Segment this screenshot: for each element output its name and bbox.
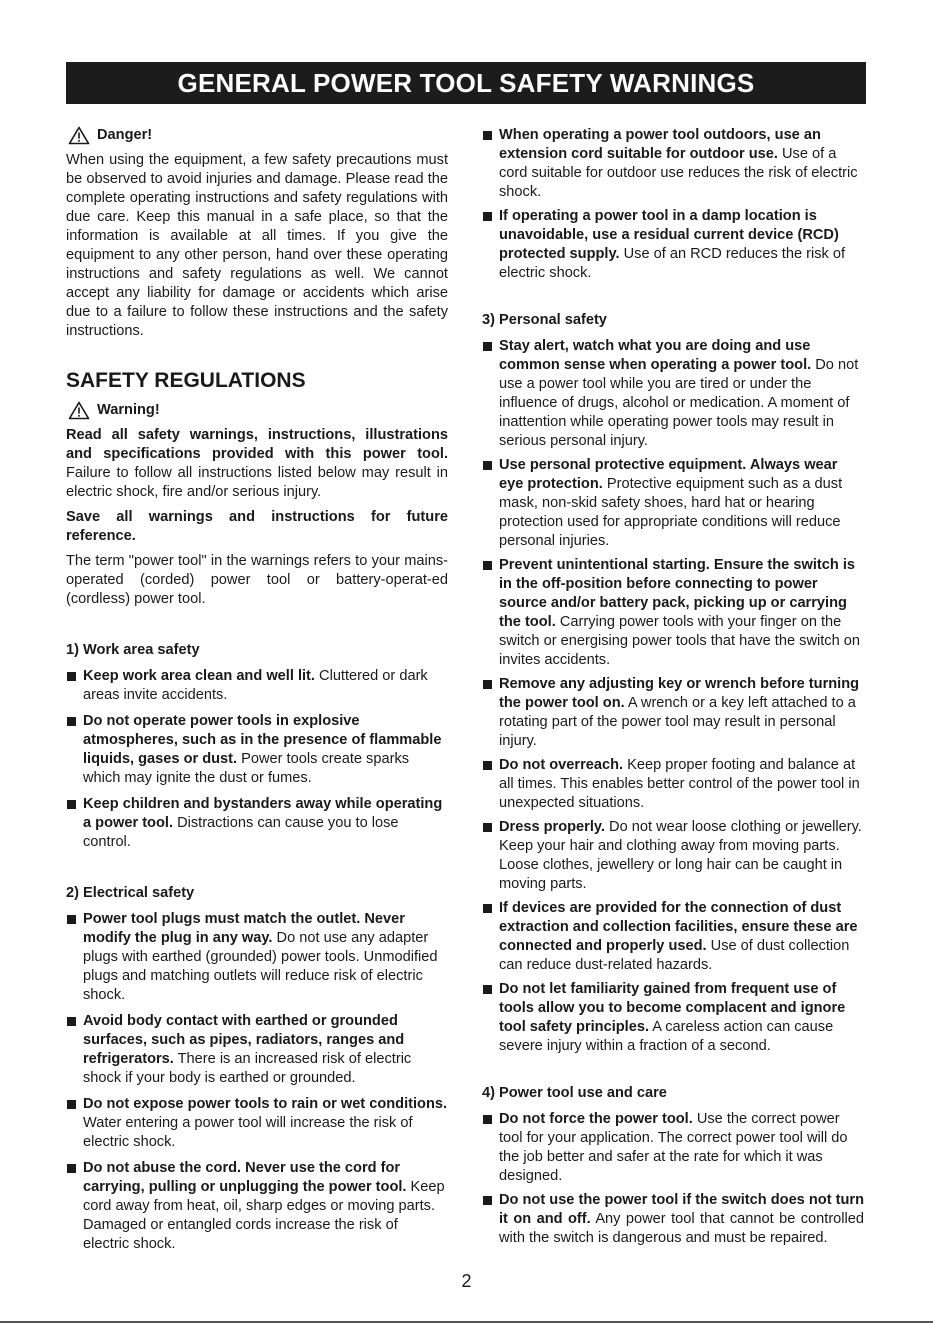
warning-heading bbox=[68, 401, 448, 420]
item-text: Power tools create sparks which may ignite the dust or fumes. bbox=[83, 751, 410, 786]
list-item bbox=[482, 1110, 864, 1186]
bullet-square-icon bbox=[483, 212, 492, 221]
save-warnings-bold: Save all warnings and instructions for future reference. bbox=[66, 509, 448, 544]
bullet-square-icon bbox=[483, 680, 492, 689]
bullet-square-icon bbox=[67, 672, 76, 681]
warning-triangle-icon bbox=[68, 401, 90, 420]
list-item bbox=[482, 337, 864, 451]
item-text: Any power tool that cannot be controlled with the switch is dangerous and must be repaired. bbox=[499, 1211, 865, 1246]
read-instructions-bold: Read all safety warnings, instructions, illustrations and specifications provided with this power tool. bbox=[66, 427, 448, 462]
item-text: Water entering a power tool will increase the risk of electric shock. bbox=[83, 1115, 413, 1150]
item-text: Protective equipment such as a dust mask, non-skid safety shoes, hard hat or hearing protection used for appropriate conditions will reduce personal injuries. bbox=[499, 476, 843, 549]
item-text: Distractions can cause you to lose control. bbox=[83, 815, 399, 850]
item-text: Use of a cord suitable for outdoor use reduces the risk of electric shock. bbox=[499, 146, 858, 200]
item-text: Do not wear loose clothing or jewellery. Keep your hair and clothing away from moving parts. Loose clothes, jewellery or long hair can be caught in moving parts. bbox=[499, 819, 862, 892]
item-bold: Keep children and bystanders away while operating a power tool. bbox=[83, 796, 443, 831]
page-number: 2 bbox=[461, 1271, 472, 1291]
bullet-square-icon bbox=[67, 1017, 76, 1026]
item-bold: Power tool plugs must match the outlet. Never modify the plug in any way. bbox=[83, 911, 405, 946]
bullet-square-icon bbox=[483, 985, 492, 994]
item-text: Do not use any adapter plugs with earthed (grounded) power tools. Unmodified plugs and matching outlets will reduce risk of electric shock. bbox=[83, 930, 438, 1003]
bullet-square-icon bbox=[67, 717, 76, 726]
bullet-square-icon bbox=[67, 915, 76, 924]
read-instructions-paragraph bbox=[66, 426, 448, 502]
read-instructions-text: Failure to follow all instructions listed below may result in electric shock, fire and/or serious injury. bbox=[66, 465, 448, 500]
item-bold: Use personal protective equipment. Always wear eye protection. bbox=[499, 457, 838, 492]
title-banner bbox=[66, 62, 866, 104]
right-column bbox=[482, 126, 864, 1248]
list-item bbox=[482, 207, 864, 283]
bullet-square-icon bbox=[67, 1100, 76, 1109]
item-text: Use the correct power tool for your application. The correct power tool will do the job better and safer at the rate for which it was designed. bbox=[499, 1111, 848, 1184]
item-text: Do not use a power tool while you are tired or under the influence of drugs, alcohol or medication. A moment of inattention while operating power tools may result in serious personal injury. bbox=[499, 357, 859, 449]
bullet-square-icon bbox=[483, 131, 492, 140]
section-heading-personal: 3) Personal safety bbox=[482, 312, 607, 328]
list-item bbox=[66, 795, 448, 852]
warning-triangle-icon bbox=[68, 126, 90, 145]
list-item bbox=[482, 756, 864, 813]
list-item bbox=[482, 899, 864, 975]
item-bold: Avoid body contact with earthed or grounded surfaces, such as pipes, radiators, ranges and refrigerators. bbox=[83, 1013, 405, 1067]
item-text: Cluttered or dark areas invite accidents. bbox=[83, 668, 428, 703]
save-warnings-paragraph bbox=[66, 508, 448, 546]
item-bold: Dress properly. bbox=[499, 819, 605, 835]
list-item bbox=[482, 556, 864, 670]
item-bold: If operating a power tool in a damp location is unavoidable, use a residual current device (RCD) protected supply. bbox=[499, 208, 839, 262]
item-bold: Do not operate power tools in explosive atmospheres, such as in the presence of flammable liquids, gases or dust. bbox=[83, 713, 442, 767]
danger-paragraph: When using the equipment, a few safety precautions must be observed to avoid injuries and damage. Please read the complete operating instructions and safety regulations with due care. Keep this manual in a safe place, so that the information is available at all times. If you give the equipment to any other person, hand over these operating instructions and safety regulations as well. We cannot accept any liability for damage or accidents which arise due to a failure to follow these instructions and the safety instructions. bbox=[66, 152, 448, 339]
left-column bbox=[66, 126, 448, 1254]
safety-regulations-heading: SAFETY REGULATIONS bbox=[66, 369, 306, 392]
item-bold: Stay alert, watch what you are doing and use common sense when operating a power tool. bbox=[499, 338, 812, 373]
item-text: A wrench or a key left attached to a rotating part of the power tool may result in personal injury. bbox=[499, 695, 856, 749]
bullet-square-icon bbox=[483, 904, 492, 913]
page-title: GENERAL POWER TOOL SAFETY WARNINGS bbox=[177, 67, 755, 98]
bullet-square-icon bbox=[483, 1115, 492, 1124]
bullet-square-icon bbox=[483, 561, 492, 570]
list-item bbox=[482, 675, 864, 751]
item-bold: Remove any adjusting key or wrench before turning the power tool on. bbox=[499, 676, 860, 711]
item-bold: Do not force the power tool. bbox=[499, 1111, 693, 1127]
list-item bbox=[66, 667, 448, 705]
bullet-square-icon bbox=[483, 823, 492, 832]
bullet-square-icon bbox=[483, 461, 492, 470]
list-item bbox=[482, 1191, 864, 1248]
bullet-square-icon bbox=[67, 1164, 76, 1173]
item-text: Use of dust collection can reduce dust-related hazards. bbox=[499, 938, 850, 973]
warning-label: Warning! bbox=[97, 402, 160, 418]
item-bold: Do not use the power tool if the switch does not turn it on and off. bbox=[499, 1192, 864, 1227]
bullet-square-icon bbox=[483, 1196, 492, 1205]
list-item bbox=[482, 818, 864, 894]
section-heading-tool-use: 4) Power tool use and care bbox=[482, 1085, 667, 1101]
item-bold: Do not let familiarity gained from frequent use of tools allow you to become complacent and ignore tool safety principles. bbox=[499, 981, 846, 1035]
list-item bbox=[482, 456, 864, 551]
list-item bbox=[66, 1095, 448, 1152]
bottom-rule bbox=[0, 1321, 933, 1323]
term-paragraph: The term "power tool" in the warnings refers to your mains-operated (corded) power tool or battery-operat-ed (cordless) power tool. bbox=[66, 553, 448, 607]
list-item bbox=[66, 910, 448, 1005]
item-bold: Do not expose power tools to rain or wet conditions. bbox=[83, 1096, 448, 1112]
item-bold: If devices are provided for the connection of dust extraction and collection facilities, ensure these are connected and properly used. bbox=[499, 900, 858, 954]
section-heading-work-area: 1) Work area safety bbox=[66, 642, 200, 658]
bullet-square-icon bbox=[483, 342, 492, 351]
list-item bbox=[66, 1012, 448, 1088]
bullet-square-icon bbox=[483, 761, 492, 770]
item-bold: Do not overreach. bbox=[499, 757, 624, 773]
section-heading-electrical: 2) Electrical safety bbox=[66, 885, 195, 901]
bullet-square-icon bbox=[67, 800, 76, 809]
item-text: There is an increased risk of electric shock if your body is earthed or grounded. bbox=[83, 1051, 412, 1086]
item-bold: Prevent unintentional starting. Ensure the switch is in the off-position before connecting to power source and/or battery pack, picking up or carrying the tool. bbox=[499, 557, 855, 630]
list-item bbox=[66, 712, 448, 788]
item-text: Keep proper footing and balance at all times. This enables better control of the power tool in unexpected situations. bbox=[499, 757, 860, 811]
danger-label: Danger! bbox=[97, 127, 153, 143]
item-text: Carrying power tools with your finger on the switch or energising power tools that have the switch on invites accidents. bbox=[499, 614, 860, 668]
item-text: A careless action can cause severe injury within a fraction of a second. bbox=[499, 1019, 834, 1054]
danger-heading bbox=[68, 126, 448, 145]
item-text: Keep cord away from heat, oil, sharp edges or moving parts. Damaged or entangled cords increase the risk of electric shock. bbox=[83, 1179, 445, 1252]
list-item bbox=[66, 1159, 448, 1254]
item-bold: Keep work area clean and well lit. bbox=[83, 668, 315, 684]
list-item bbox=[482, 980, 864, 1056]
list-item bbox=[482, 126, 864, 202]
item-bold: Do not abuse the cord. Never use the cord for carrying, pulling or unplugging the power tool. bbox=[83, 1160, 407, 1195]
item-text: Use of an RCD reduces the risk of electric shock. bbox=[499, 246, 846, 281]
item-bold: When operating a power tool outdoors, use an extension cord suitable for outdoor use. bbox=[499, 127, 821, 162]
